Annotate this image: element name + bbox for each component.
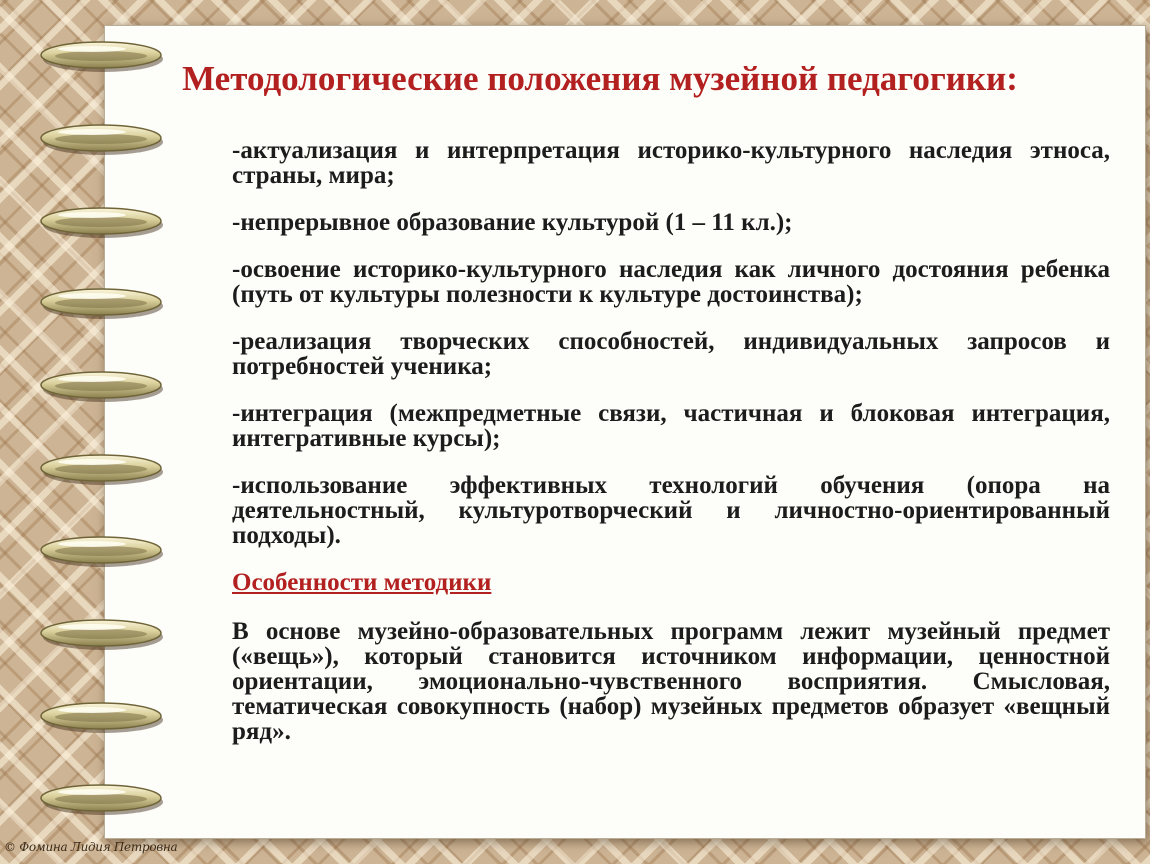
binder-ring-icon	[41, 785, 163, 815]
binder-ring-icon	[41, 455, 163, 485]
binder-rings	[0, 0, 180, 864]
binder-ring-icon	[41, 208, 163, 238]
list-item-continuous-education: -непрерывное образование культурой (1 – 11 кл.);	[232, 209, 793, 236]
list-item-heritage: -освоение историко-культурного наследия как личного достояния ребенка (путь от культуры полезности к культуре достоинства);	[232, 256, 1110, 308]
author-credit: © Фомина Лидия Петровна	[4, 840, 178, 854]
binder-ring-icon	[41, 537, 163, 567]
list-item-integration: -интеграция (межпредметные связи, частичная и блоковая интеграция, интегративные курсы);	[232, 400, 1110, 452]
binder-ring-icon	[41, 125, 163, 155]
binder-ring-icon	[41, 703, 163, 733]
binder-ring-icon	[41, 620, 163, 650]
binder-ring-icon	[41, 289, 163, 319]
methodology-paragraph: В основе музейно-образовательных программ лежит музейный предмет («вещь»), который становится источником информации, ценностной ориентации, эмоционально-чувственного восприятия. Смысловая, тематическая совокупность (набор) музейных предметов образует «вещный ряд».	[232, 618, 1110, 745]
binder-ring-icon	[41, 372, 163, 402]
binder-ring-icon	[41, 42, 163, 72]
content-body	[232, 138, 1110, 766]
list-item-technologies: -использование эффективных технологий обучения (опора на деятельностный, культуротворческий и личностно-ориентированный подходы).	[232, 472, 1110, 549]
methodology-subheading: Особенности методики	[232, 569, 492, 596]
list-item-creative-abilities: -реализация творческих способностей, индивидуальных запросов и потребностей ученика;	[232, 328, 1110, 380]
list-item-actualization: -актуализация и интерпретация историко-культурного наследия этноса, страны, мира;	[232, 137, 1110, 189]
page-title: Методологические положения музейной педагогики:	[182, 59, 1018, 99]
